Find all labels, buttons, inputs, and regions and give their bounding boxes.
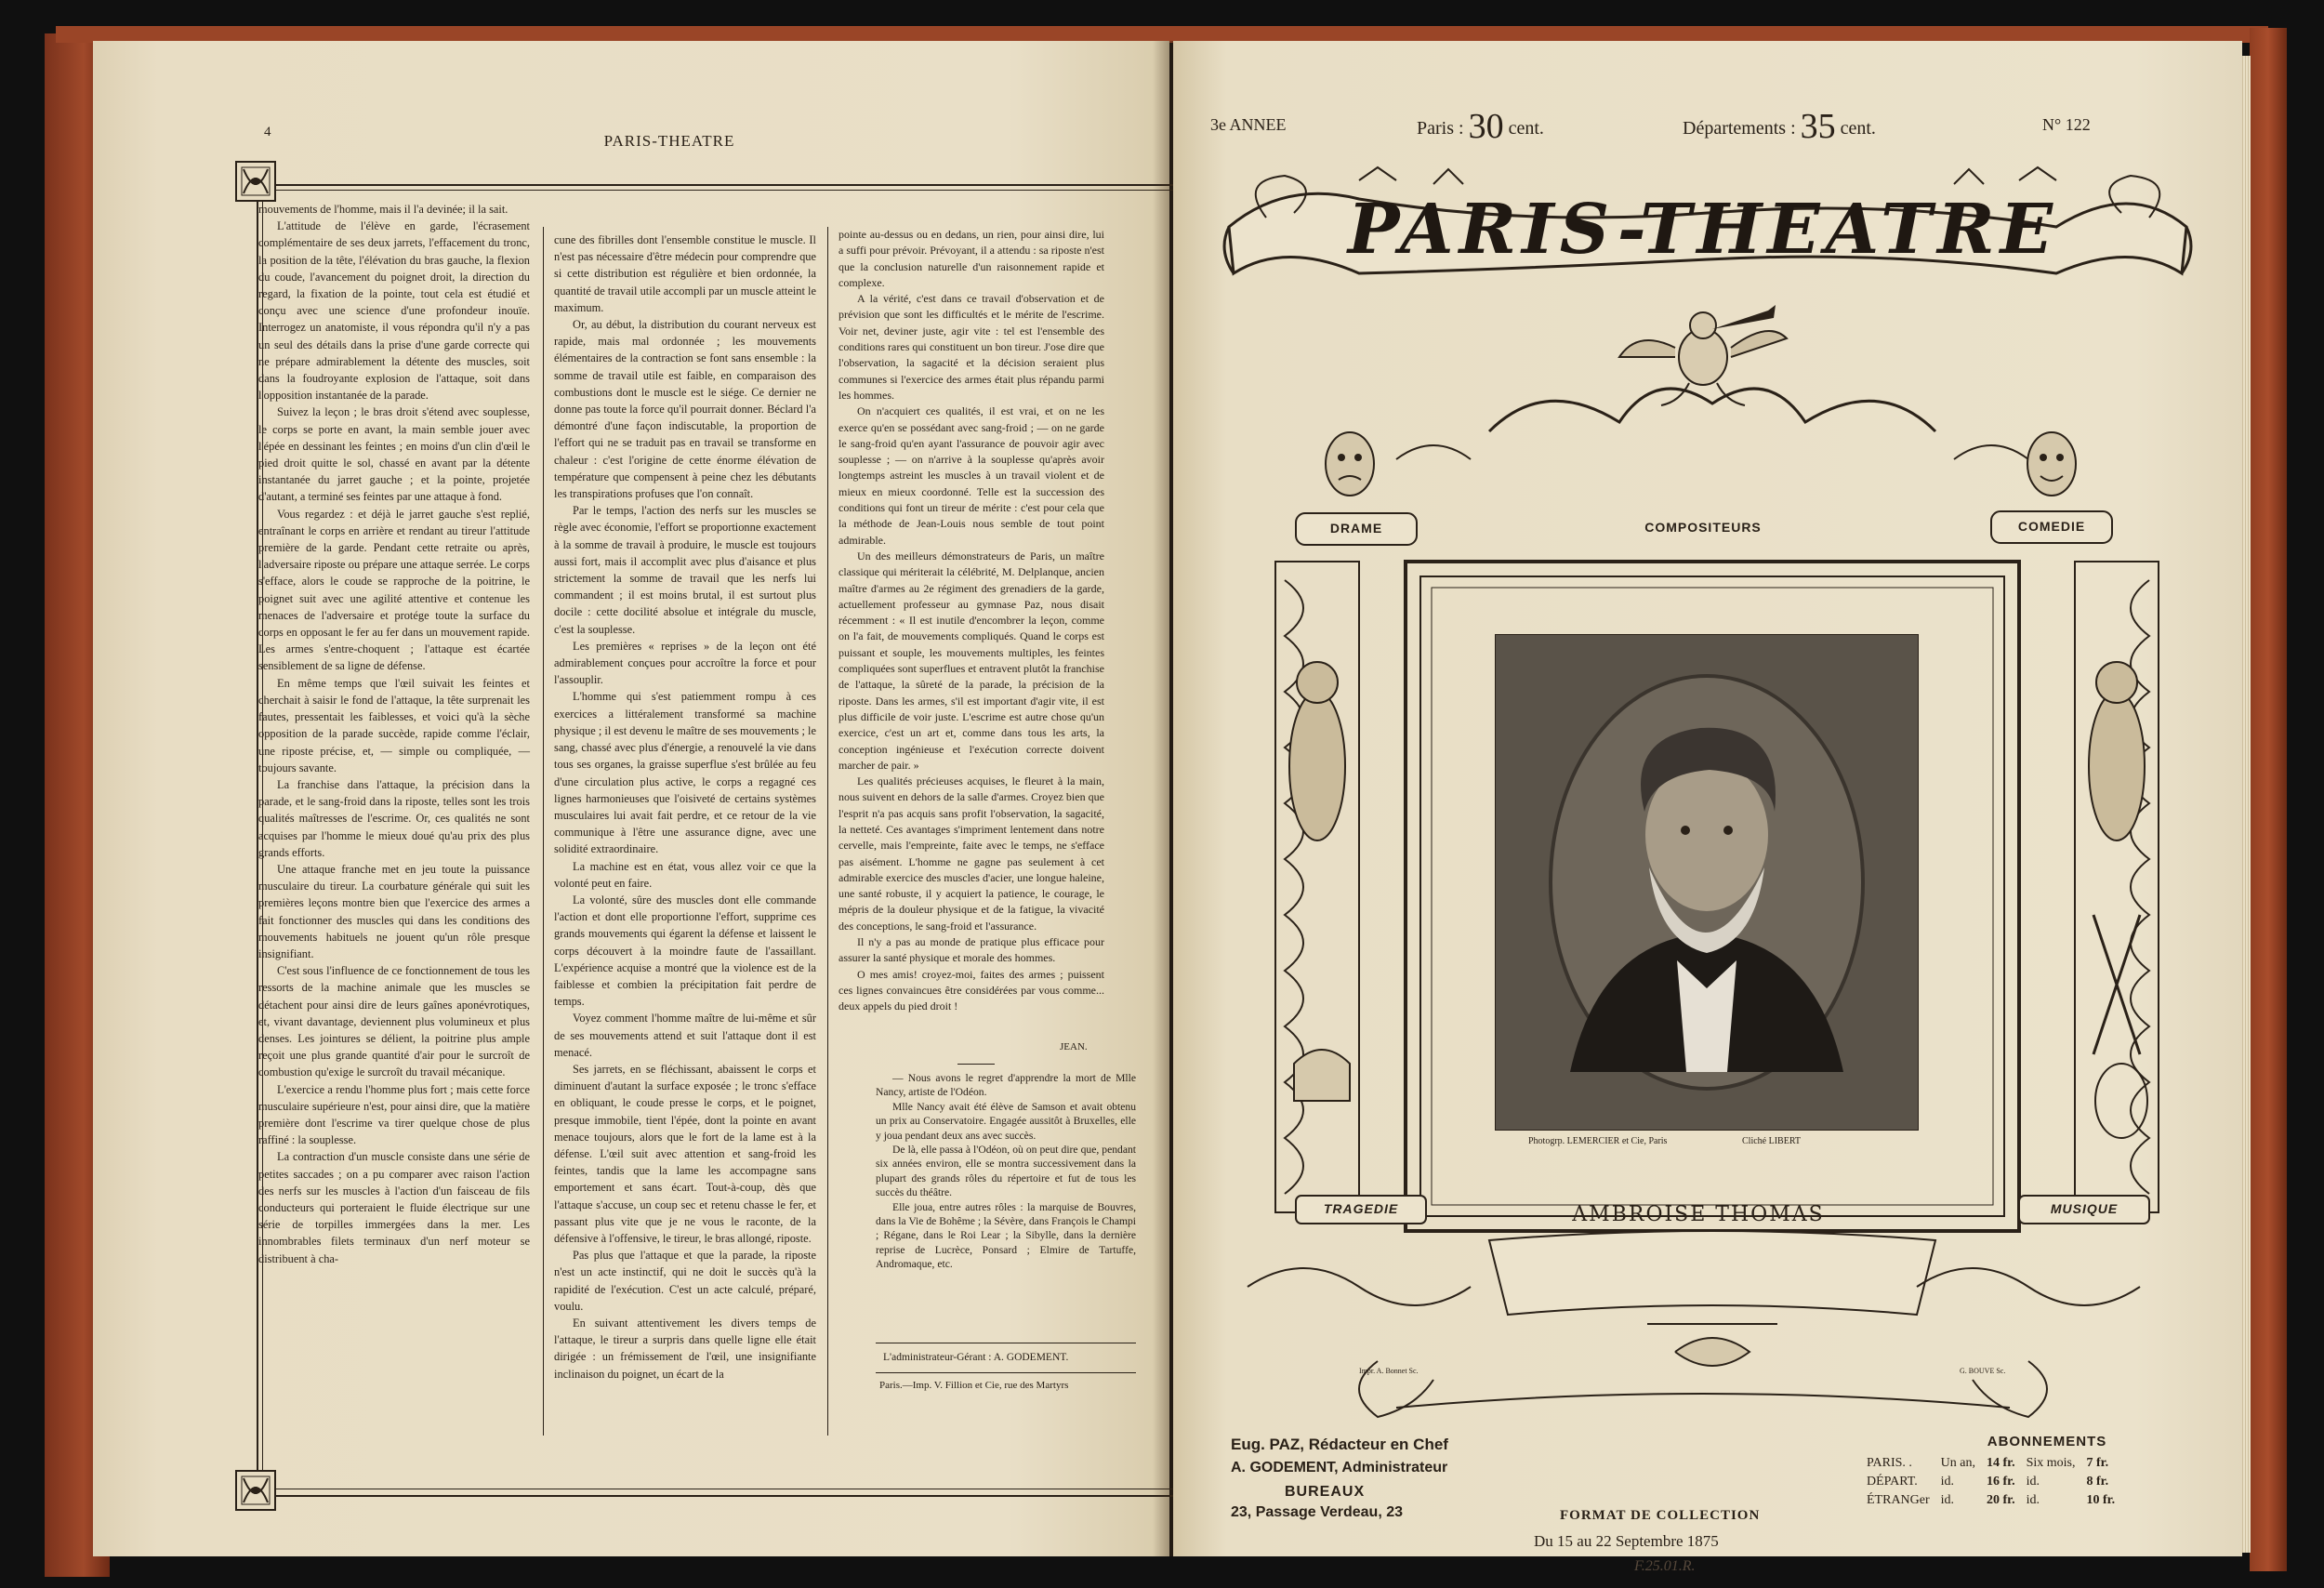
article-signature: JEAN.	[1060, 1041, 1088, 1052]
page-number: 4	[264, 125, 271, 139]
news-item	[876, 1071, 1136, 1350]
paragraph: pointe au-dessus ou en dedans, un rien, pour ainsi dire, lui a suffi pour prévoir. Prévoyant, il a attendu : sa riposte n'est que la conclusion naturelle d'un raisonnement rapide et complexe.	[838, 228, 1104, 289]
subscription-half-label: id.	[2026, 1475, 2040, 1489]
paragraph: La volonté, sûre des muscles dont elle commande l'action et dont elle proportionne l'effort, supprime ces grands mouvements qui égarent la défense et laissent le corps découvert à la moindre faute de l'assaillant. L'expérience acquise a montré que la violence est de la faiblesse et combien la précipitation fait perdre de temps.	[554, 893, 816, 1009]
paragraph: Elle joua, entre autres rôles : la marquise de Bouvres, dans la Vie de Bohême ; la Sévère, dans François le Champi ; Régane, dans le Roi Lear ; la Sibylle, dans la dernière reprise de Lucrèce, Ponsard ; Elmire de Tartuffe, Andromaque, etc.	[876, 1200, 1136, 1271]
paragraph: En suivant attentivement les divers temps de l'attaque, le tireur a surpris dans quelle ligne elle était dirigée : un frémissement de l'œil, une insignifiante inclinaison du poignet, un écart de la	[554, 1317, 816, 1381]
paragraph: La franchise dans l'attaque, la précision dans la parade, et le sang-froid dans la riposte, telles sont les trois qualités maîtresses de l'escrime. Or, ces qualités ne sont acquises par l'homme le mieux doué qu'au prix des plus grands efforts.	[258, 777, 530, 859]
subscription-place: ÉTRANGer	[1867, 1493, 1930, 1507]
paragraph: cune des fibrilles dont l'ensemble constitue le muscle. Il n'est pas nécessaire d'être médecin pour comprendre que si cette distribution est régulière et bien ordonnée, la quantité de travail utile accompli par un muscle atteint le maximum.	[554, 233, 816, 314]
masthead-title: PARIS-THEATRE	[1347, 190, 2059, 270]
printer-line: Paris.—Imp. V. Fillion et Cie, rue des Martyrs	[879, 1380, 1069, 1391]
offices-address: 23, Passage Verdeau, 23	[1231, 1504, 1404, 1520]
engraver-credit-right: G. BOUVE Sc.	[1960, 1367, 2006, 1375]
paragraph: Les qualités précieuses acquises, le fleuret à la main, nous suivent en dehors de la salle d'armes. Croyez bien que l'esprit n'a pas acquis sans profit l'observation, la sagacité, la netteté. Ces avantages s'impriment lentement dans notre cervelle, mais l'empreinte, faite avec le temps, ne s'efface pas aisément. L'homme ne gagne pas seulement à cet admirable exercice des muscles d'acier, une longue haleine, une santé robuste, il y acquiert la patience, le courage, le mépris de la douleur physique et de la fatigue, la vivacité des conceptions, le sang-froid et l'assurance.	[838, 774, 1104, 933]
subscription-half-price: 8 fr.	[2086, 1475, 2109, 1489]
column-divider-1	[543, 227, 544, 1436]
paragraph: Par le temps, l'action des nerfs sur les muscles se règle avec économie, l'effort se proportionne exactement à la somme de travail à produire, le muscle est toujours aussi fort, mais il accomplit avec plus d'aisance et plus strictement la somme de travail que les nerfs lui commandent ; il est moins brutal, il est surtout plus docile : cette docilité absolue et intégrale du muscle, c'est la souplesse.	[554, 504, 816, 636]
paragraph: L'attitude de l'élève en garde, l'écrasement complémentaire de ses deux jarrets, l'effacement du tronc, la position de la tête, l'élévation du bras gauche, la flexion du coude, l'avancement du poignet droit, la direction du regard, la fixation de la pointe, tout cela est étudié et conçu avec une science d'une profondeur inouïe. Interrogez un anatomiste, il vous répondra qu'il n'y a pas un seul des détails dans la prise d'une garde correcte qui ne prépare admirablement la détente des muscles, soit dans la foudroyante explosion de l'attaque, soit dans l'opposition instantanée de la parade.	[258, 219, 530, 403]
section-rule	[957, 1064, 995, 1065]
subscription-year-price: 14 fr.	[1986, 1456, 2015, 1470]
volume-year: 3e ANNEE	[1210, 115, 1287, 134]
text-column-3	[838, 227, 1104, 1036]
subscription-year-label: id.	[1940, 1493, 1955, 1507]
table-row	[1861, 1454, 2120, 1473]
right-cover	[2250, 28, 2287, 1571]
paragraph: C'est sous l'influence de ce fonctionnement de tous les ressorts de la machine animale que les muscles se détachent pour ainsi dire de leurs gaînes aponévrotiques, et, vivant davantage, deviennent plus volumineux et plus denses. Les jointures se délient, la poitrine plus ample reçoit une plus grande quantité d'air pour le surcroît de combustion qu'exige le surcroît du travail mécanique.	[258, 964, 530, 1079]
engraver-credit-left: Impr. A. Bonnet Sc.	[1359, 1367, 1419, 1375]
subscription-year-label: id.	[1940, 1475, 1955, 1489]
subscription-half-label: Six mois,	[2026, 1456, 2076, 1470]
right-page	[1173, 41, 2242, 1574]
ornament-corner-bottom-left	[231, 1465, 281, 1515]
subscriptions-title: ABONNEMENTS	[1987, 1434, 2107, 1449]
label-drame: DRAME	[1329, 521, 1383, 536]
paragraph: Or, au début, la distribution du courant nerveux est rapide, mais mal ordonnée ; les mouvements élémentaires de la contraction se font sans ensemble : la somme de travail utile est faible, en comparaison des combustions dont le muscle est le siége. Ce dernier ne donne pas toute la force qu'il pourrait donner. Béclard l'a démontré d'une façon indiscutable, la proportion de l'effort qui ne se traduit pas en travail se transforme en chaleur : c'est l'origine de cette énorme élévation de température que compensent à peine chez les débutants les transpirations profuses que l'on connaît.	[554, 318, 816, 501]
ornament-corner-top-left	[231, 156, 281, 206]
label-tragedie: TRAGEDIE	[1323, 1201, 1399, 1216]
paragraph: De là, elle passa à l'Odéon, où on peut dire que, pendant six années environ, elle se montra successivement dans la plupart des grands rôles du répertoire et fut de tous les succès du théâtre.	[876, 1144, 1136, 1199]
price-paris	[1417, 106, 1544, 147]
paragraph: En même temps que l'œil suivait les feintes et cherchait à saisir le fond de l'attaque, la tête surprenait les fautes, pressentait les faiblesses, et voici qu'à la sèche opposition de la parade succède, rapide comme l'éclair, une riposte précise, et, — simple ou compliquée, — toujours savante.	[258, 676, 530, 774]
paragraph: Il n'y a pas au monde de pratique plus efficace pour assurer la santé physique et morale des hommes.	[838, 935, 1104, 965]
subscription-place: PARIS. .	[1867, 1456, 1912, 1470]
administrator-line: A. GODEMENT, Administrateur	[1231, 1460, 1448, 1476]
paragraph: On n'acquiert ces qualités, il est vrai, et on ne les exerce qu'en se possédant avec sang-froid ; — on ne garde le sang-froid qu'en ayant l'assurance de pouvoir agir avec souplesse ; — on n'arrive à la souplesse qu'après avoir longtemps astreint les muscles à un travail violent et de mieux en mieux coordonné. Telle est la succession des conditions qui font un tireur de mérite : c'est pour cela que la méthode de Jean-Louis nous semble de tout point admirable.	[838, 404, 1104, 547]
paragraph: La contraction d'un muscle consiste dans une série de petites saccades ; on a pu comparer avec raison l'action des nerfs sur les muscles à l'action d'un faisceau de fils conducteurs qui porteraient le fluide électrique sur une série de torpilles immergées dans la mer. Les innombrables filets terminaux d'un nerf moteur se distribuent à cha-	[258, 1150, 530, 1265]
paragraph: L'exercice a rendu l'homme plus fort ; mais cette force musculaire supérieure n'est, pour ainsi dire, que la matière première dont l'escrime va tirer quelque chose de plus raffiné : la souplesse.	[258, 1082, 530, 1147]
price-paris-label: Paris :	[1417, 118, 1464, 139]
paragraph: Les premières « reprises » de la leçon ont été admirablement conçues pour accroître la force et pour l'assouplir.	[554, 639, 816, 687]
offices-title: BUREAUX	[1285, 1484, 1366, 1500]
running-head: PARIS-THEATRE	[603, 132, 735, 150]
paragraph: Mlle Nancy avait été élève de Samson et avait obtenu un prix au Conservatoire. Engagée aussitôt à Bruxelles, elle y joua pendant deux ans avec succès.	[876, 1100, 1136, 1142]
portrait-name: AMBROISE THOMAS	[1572, 1203, 1825, 1226]
table-row	[1861, 1473, 2120, 1491]
left-page	[93, 41, 1169, 1556]
rule	[876, 1372, 1136, 1373]
price-departments-unit: cent.	[1840, 118, 1876, 139]
paragraph: O mes amis! croyez-moi, faites des armes ; puissent ces lignes convaincues être considérées par vous comme... deux appels du pied droit !	[838, 967, 1104, 1013]
photo-credit-left: Photogrp. LEMERCIER et Cie, Paris	[1528, 1136, 1668, 1146]
column-divider-2	[827, 227, 828, 1436]
portrait-oval	[1496, 635, 1918, 1130]
text-column-1	[258, 201, 530, 1465]
paragraph: Voyez comment l'homme maître de lui-même et sûr de ses mouvements attend et suit l'attaque dont il est menacé.	[554, 1012, 816, 1059]
paragraph: La machine est en état, vous allez voir ce que la volonté peut en faire.	[554, 859, 816, 890]
paragraph: A la vérité, c'est dans ce travail d'observation et de prévision que sont les difficultés et le mérite de l'escrime. Voir net, deviner juste, agir vite : tel est l'ensemble des conditions rares qui constituent un bon tireur. J'ose dire que l'observation, la sagacité et la décision seraient plus communes si l'exercice des armes était plus répandu parmi les hommes.	[838, 292, 1104, 402]
paragraph: Suivez la leçon ; le bras droit s'étend avec souplesse, le corps se porte en avant, la main semble jouer avec l'épée en dessinant les feintes ; en moins d'un clin d'œil le pied droit quitte le sol, chassé en avant par la détente instantanée du jarret gauche ; et la pointe, projetée d'autant, a terminé ses feintes par une attaque à fond.	[258, 405, 530, 504]
price-departments-label: Départements :	[1683, 118, 1796, 139]
price-paris-value: 30	[1468, 107, 1504, 146]
dates-line: Du 15 au 22 Septembre 1875	[1534, 1532, 1719, 1550]
paragraph: Vous regardez : et déjà le jarret gauche s'est replié, entraînant le corps en arrière et rendant au tireur l'attitude première de la garde. Pendant cette retraite ou après, l'adversaire riposte ou prépare une attaque serrée. Le corps s'efface, alors le coude se rapproche de la poitrine, le poignet suit avec une agilité attentive et contenue les menaces de l'adversaire et protége toute la surface du corps en opposant le fer au fer dans un mouvement rapide. Les armes s'entre-choquent ; l'attaque est écartée sensiblement de sa ligne de défense.	[258, 507, 530, 673]
subscription-year-label: Un an,	[1940, 1456, 1975, 1470]
paragraph: — Nous avons le regret d'apprendre la mort de Mlle Nancy, artiste de l'Odéon.	[876, 1072, 1136, 1099]
subscriptions-table	[1861, 1454, 2120, 1510]
photo-credit-right: Cliché LIBERT	[1742, 1136, 1801, 1146]
library-shelfmark: F.25.01.R.	[1634, 1558, 1696, 1574]
portrait-photograph	[1495, 634, 1919, 1131]
paragraph: Une attaque franche met en jeu toute la puissance musculaire du tireur. La courbature générale qui suit les premières leçons montre bien que l'exercice des armes a fait fonctionner des muscles qui dans les conditions des mouvements habituels ne jouent qu'un rôle presque insignifiant.	[258, 862, 530, 960]
subscription-half-label: id.	[2026, 1493, 2040, 1507]
subscription-place: DÉPART.	[1867, 1475, 1918, 1489]
table-row	[1861, 1491, 2120, 1510]
price-departments	[1683, 106, 1876, 147]
label-compositeurs: COMPOSITEURS	[1644, 520, 1762, 535]
subscription-half-price: 10 fr.	[2086, 1493, 2116, 1507]
price-paris-unit: cent.	[1508, 118, 1544, 139]
issue-number: N° 122	[2042, 115, 2091, 134]
subscription-half-price: 7 fr.	[2086, 1456, 2109, 1470]
paragraph: mouvements de l'homme, mais il l'a devinée; il la sait.	[258, 203, 508, 216]
text-column-2	[554, 232, 816, 1473]
format-line: FORMAT DE COLLECTION	[1560, 1508, 1761, 1523]
paragraph: L'homme qui s'est patiemment rompu à ces exercices a littéralement transformé sa machine physique ; il est devenu le maître de ses mouvements ; le sang, chassé avec plus d'énergie, a renouvelé la vie dans tous ses organes, la graisse superflue s'est brûlée au feu d'une circulation plus active, le corps a regagné ces lignes harmonieuses que l'oisiveté de certains systèmes musculaires lui avait fait perdre, et ce retour de la vie communique à l'être une assurance digne, avec une solidité extraordinaire.	[554, 690, 816, 856]
administrator-line: L'administrateur-Gérant : A. GODEMENT.	[883, 1352, 1069, 1363]
paragraph: Ses jarrets, en se fléchissant, abaissent le corps et diminuent d'autant la surface exposée ; le tronc s'efface en obliquant, le coude presse le corps, et le poignet, presque immobile, tient l'épée, dont la pointe en avant menace toujours, alors que le fort de la lame est à la défense. L'œil suit avec attention et sang-froid les feintes, tandis que la lame les accompagne sans emportement et sans écart. Tout-à-coup, dès que l'attaque s'accuse, un coup sec et retenu chasse le fer, et passant plus vite que je ne vous le raconte, de la défensive à l'offensive, le tireur, le bras allongé, riposte.	[554, 1062, 816, 1245]
price-departments-value: 35	[1800, 107, 1836, 146]
paragraph: Un des meilleurs démonstrateurs de Paris, un maître classique qui mériterait la célébrité, M. Delplanque, ancien maître d'armes au 2e régiment des grenadiers de la garde, actuellement professeur au gymnase Paz, nous disait récemment : « Il est inutile d'encombrer la leçon, comme on l'a fait, de mouvements compliqués. Quand le corps est puissant et souple, les mouvements multiples, les feintes compliquées sont superflues et entravent plutôt la franchise de l'attaque, la sûreté de la parade, la précision de la riposte. Dans les armes, s'il est important d'agir vite, il est plus difficile de voir juste. L'escrime est autre chose qu'un exercice, c'est un art et, comme dans tous les arts, la conception ingénieuse et l'exécution correcte doivent marcher de pair. »	[838, 549, 1104, 772]
editor-line: Eug. PAZ, Rédacteur en Chef	[1231, 1436, 1448, 1453]
label-comedie: COMEDIE	[2017, 519, 2086, 534]
subscription-year-price: 16 fr.	[1986, 1475, 2015, 1489]
label-musique: MUSIQUE	[2050, 1201, 2119, 1216]
subscription-year-price: 20 fr.	[1986, 1493, 2015, 1507]
paragraph: Pas plus que l'attaque et que la parade, la riposte n'est un acte instinctif, qui ne doit le succès qu'à la rapidité de l'exécution. C'est un acte calculé, préparé, voulu.	[554, 1249, 816, 1313]
